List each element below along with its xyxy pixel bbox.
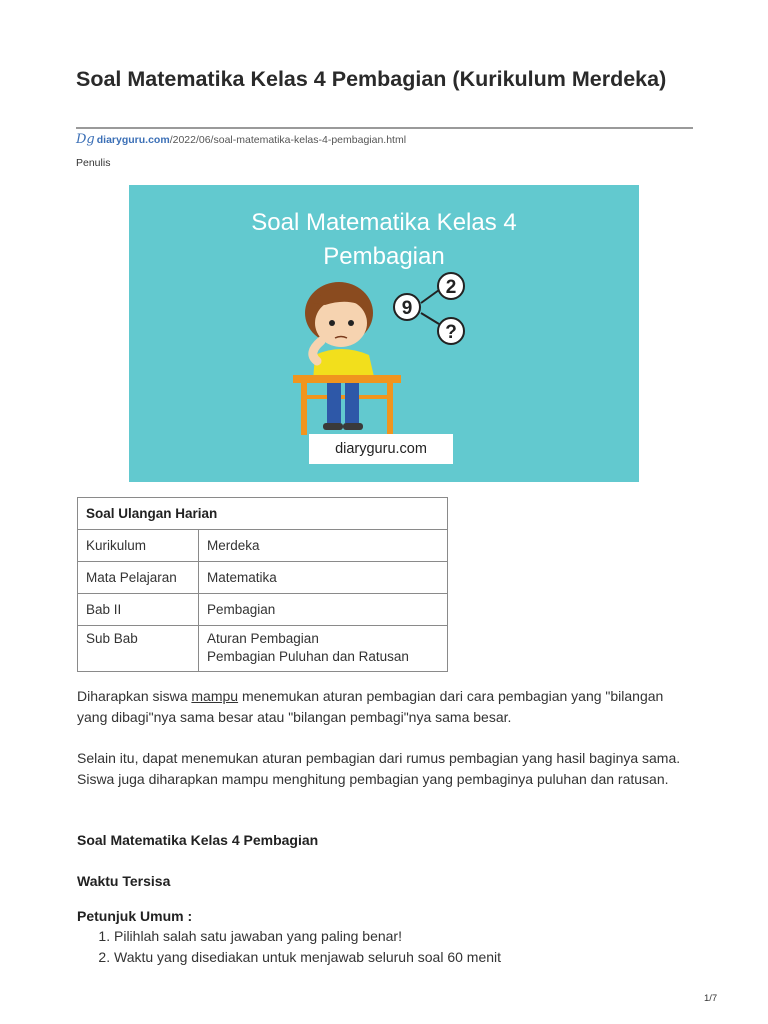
- table-cell-value: [199, 626, 448, 672]
- info-table: [77, 497, 448, 672]
- table-cell-label: Mata Pelajaran: [78, 562, 199, 594]
- table-cell-value-line2: Pembagian Puluhan dan Ratusan: [207, 649, 409, 664]
- number-bubble-top-text: 2: [445, 277, 457, 298]
- intro-paragraph: [77, 686, 697, 728]
- instructions-heading: Petunjuk Umum :: [77, 908, 193, 924]
- number-bubble-middle-text: 9: [401, 298, 413, 319]
- timer-label: Waktu Tersisa: [77, 873, 171, 889]
- mampu-link[interactable]: mampu: [191, 688, 239, 704]
- table-cell-value: Merdeka: [199, 530, 448, 562]
- table-cell-label: Sub Bab: [78, 626, 199, 672]
- diaryguru-logo-icon: Dg: [76, 132, 95, 147]
- source-path[interactable]: /2022/06/soal-matematika-kelas-4-pembagian.html: [169, 134, 407, 146]
- hero-headline-line2: Pembagian: [323, 243, 445, 270]
- second-paragraph: Selain itu, dapat menemukan aturan pembagian dari rumus pembagian yang hasil baginya sama. Siswa juga diharapkan mampu menghitung pembagian yang pembaginya puluhan dan ratusan.: [77, 750, 681, 787]
- list-item: 1. Pilihlah salah satu jawaban yang paling benar!: [114, 926, 501, 947]
- table-cell-label: Kurikulum: [78, 530, 199, 562]
- intro-text-before: Diharapkan siswa: [77, 688, 192, 704]
- intro-text-after: menemukan aturan pembagian dari cara pembagian yang "bilangan yang dibagi"nya sama besar atau "bilangan pembagi"nya sama besar.: [77, 688, 664, 725]
- hero-site-label: diaryguru.com: [309, 434, 453, 464]
- table-cell-label: Bab II: [78, 594, 199, 626]
- page-number: 1/7: [704, 993, 718, 1004]
- number-bubble-bottom-text: ?: [445, 322, 457, 343]
- table-header-row: [78, 498, 448, 530]
- section-heading: Soal Matematika Kelas 4 Pembagian: [77, 832, 319, 848]
- table-row: [78, 626, 448, 672]
- table-row: [78, 530, 448, 562]
- hero-headline-line1: Soal Matematika Kelas 4: [251, 209, 517, 236]
- source-domain[interactable]: diaryguru.com: [96, 134, 170, 146]
- table-header: Soal Ulangan Harian: [78, 498, 448, 530]
- author-label: Penulis: [76, 157, 111, 169]
- instructions-list: [77, 926, 501, 968]
- table-cell-value-line1: Aturan Pembagian: [207, 631, 319, 646]
- page-title: Soal Matematika Kelas 4 Pembagian (Kurikulum Merdeka): [76, 67, 667, 91]
- table-row: [78, 562, 448, 594]
- hero-image: [129, 185, 639, 482]
- table-row: [78, 594, 448, 626]
- title-divider: [76, 127, 693, 129]
- source-url[interactable]: [76, 132, 406, 147]
- table-cell-value: Pembagian: [199, 594, 448, 626]
- table-cell-value: Matematika: [199, 562, 448, 594]
- list-item: 2. Waktu yang disediakan untuk menjawab seluruh soal 60 menit: [114, 947, 501, 968]
